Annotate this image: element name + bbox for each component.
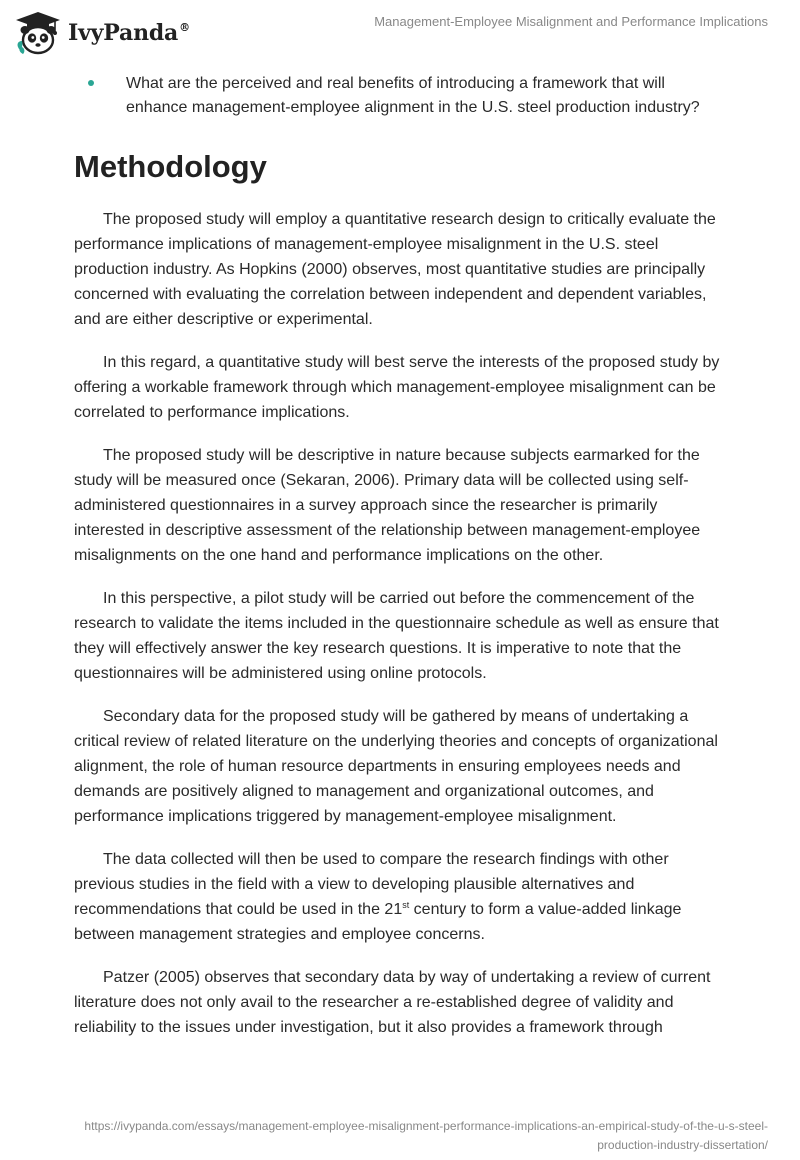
paragraph-text: The data collected will then be used to compare the research findings with other previous studies in the field with a view to developing plausible alternatives and recommendations that could be used in the 21 (74, 851, 669, 918)
paragraph: In this perspective, a pilot study will be carried out before the commencement of the research to validate the items included in the questionnaire schedule as well as ensure that they will effectively answer the key research questions. It is imperative to note that the questionnaires will be administered using online protocols. (74, 590, 719, 682)
ordinal-superscript: st (402, 900, 410, 910)
article-body (74, 72, 724, 1058)
list-item (74, 72, 724, 119)
registered-mark: ® (179, 21, 190, 34)
panda-graduate-icon (14, 10, 62, 56)
document-title: Management-Employee Misalignment and Performance Implications (374, 14, 768, 29)
page-header (0, 0, 800, 70)
paragraph: Secondary data for the proposed study will be gathered by means of undertaking a critical review of related literature on the underlying theories and concepts of organizational alignment, the role of human resource departments in ensuring employees needs and demands are positively aligned to management and organizational outcomes, and performance implications triggered by management-employee misalignment. (74, 708, 718, 825)
logo-wordmark: IvyPanda® (68, 20, 190, 46)
paragraph-text: century to form a value-added linkage between management strategies and employee concerns. (74, 901, 682, 943)
paragraph: In this regard, a quantitative study will best serve the interests of the proposed study by offering a workable framework through which management-employee misalignment can be correlated to performance implications. (74, 354, 720, 421)
ivypanda-logo[interactable] (14, 8, 190, 58)
bullet-dot-icon (88, 80, 94, 86)
paragraph: The proposed study will be descriptive in nature because subjects earmarked for the study will be measured once (Sekaran, 2006). Primary data will be collected using self-administered questionnaires in a survey approach since the researcher is primarily interested in descriptive assessment of the relationship between management-employee misalignments on the one hand and performance implications on the other. (74, 447, 701, 564)
list-item-text: What are the perceived and real benefits of introducing a framework that will enhance management-employee alignment in the U.S. steel production industry? (126, 75, 700, 116)
source-url-link[interactable]: https://ivypanda.com/essays/management-employee-misalignment-performance-implications-an-empirical-study-of-the-u-s-steel-production-industry-dissertation/ (84, 1119, 768, 1152)
paragraph (74, 847, 724, 947)
paragraph: The proposed study will employ a quantitative research design to critically evaluate the performance implications of management-employee misalignment in the U.S. steel production industry. As Hopkins (2000) observes, most quantitative studies are principally concerned with evaluating the correlation between independent and dependent variables, and are either descriptive or experimental. (74, 211, 716, 328)
section-heading: Methodology (74, 149, 267, 184)
paragraph: Patzer (2005) observes that secondary data by way of undertaking a review of current literature does not only avail to the researcher a re-established degree of validity and reliability to the issues under investigation, but it also provides a framework through (74, 969, 711, 1036)
